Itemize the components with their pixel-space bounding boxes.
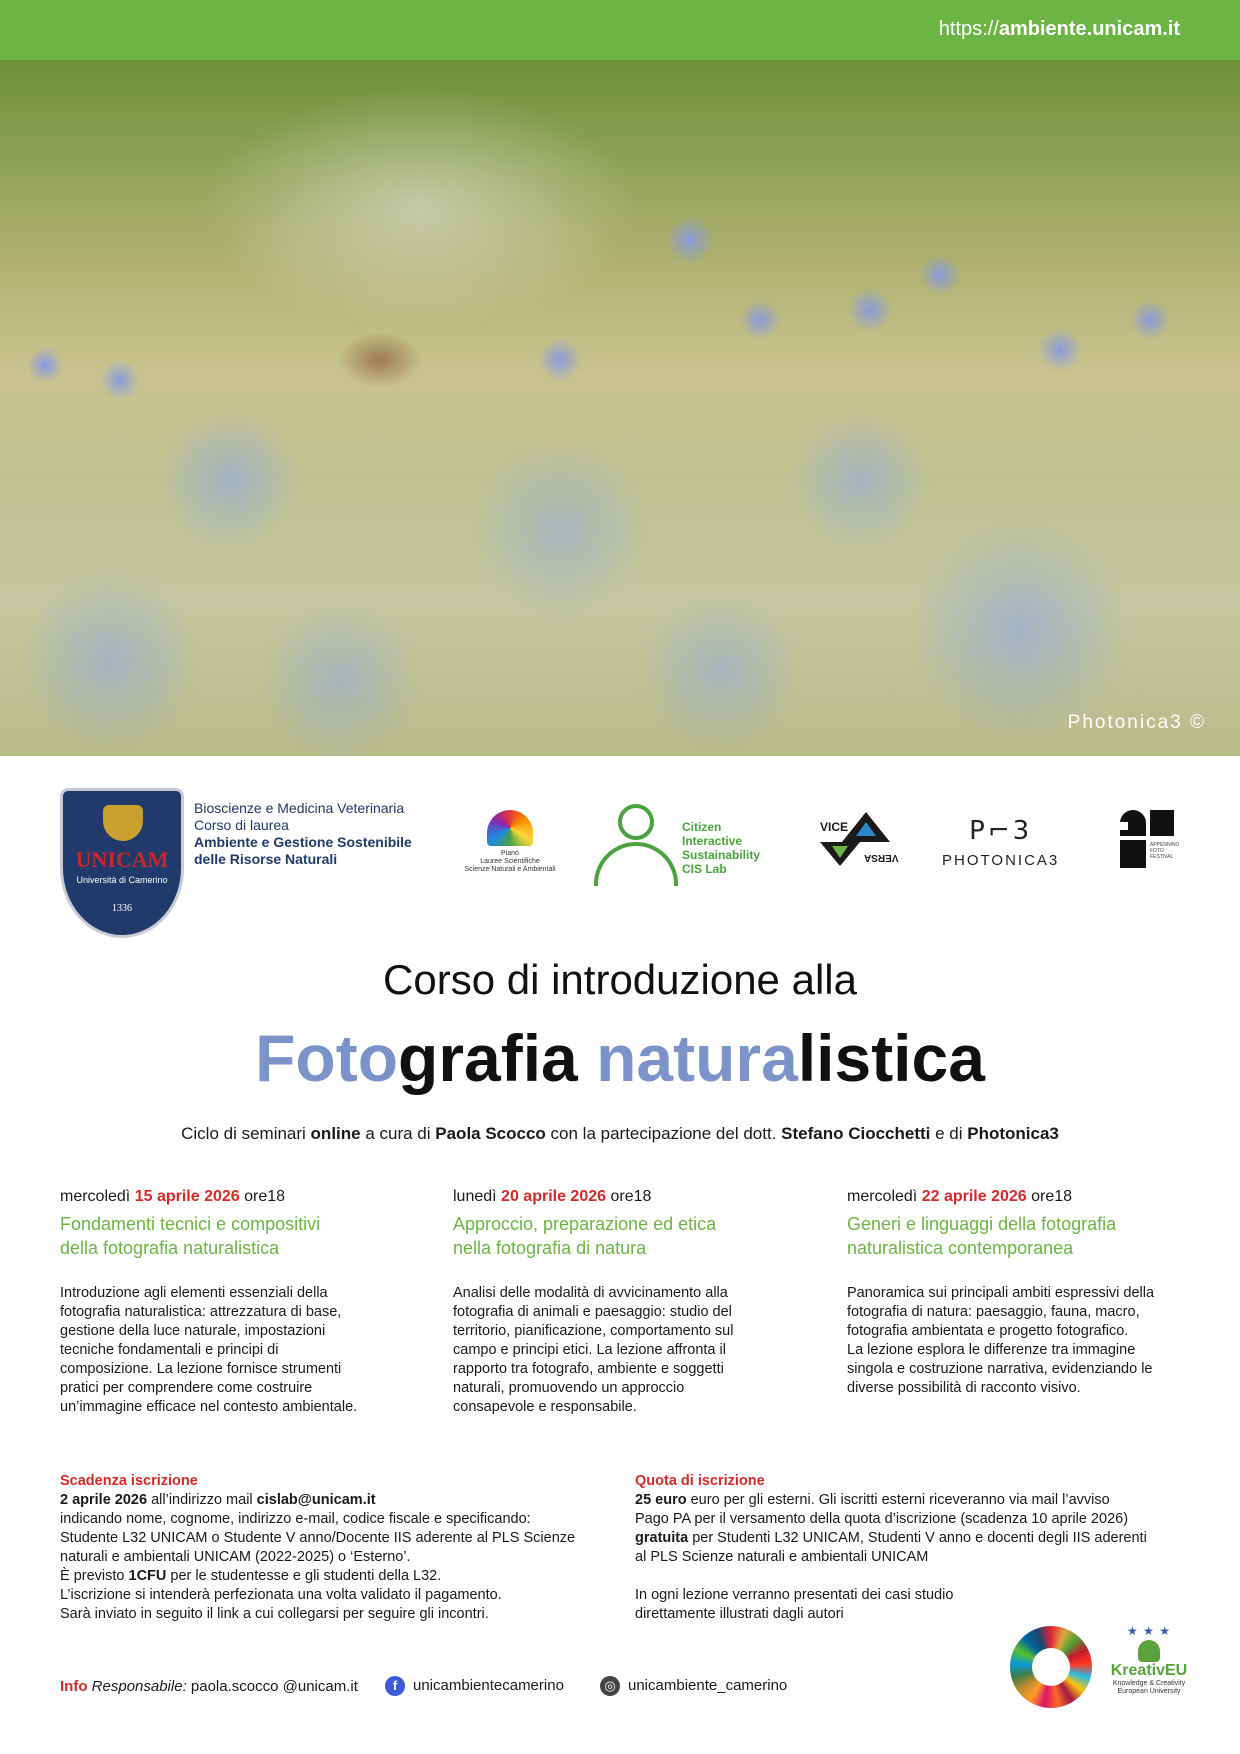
session-title: Approccio, preparazione ed etica nella fotografia di natura — [453, 1214, 717, 1258]
appennino-foto-festival-logo: APPENNINO FOTO FESTIVAL — [1120, 810, 1184, 874]
session-1 — [60, 1188, 390, 1417]
sdg-wheel-logo — [1010, 1626, 1092, 1708]
registration-label: Scadenza iscrizione — [60, 1473, 198, 1489]
session-title: Generi e linguaggi della fotografia naturalistica contemporanea — [847, 1214, 1117, 1258]
footer — [60, 1676, 860, 1700]
stars-icon: ★ ★ ★ — [1127, 1624, 1171, 1638]
session-3 — [847, 1188, 1177, 1398]
title-line-1: Corso di introduzione alla — [383, 956, 857, 1003]
website-link[interactable]: https://ambiente.unicam.it — [938, 18, 1180, 40]
logo-row — [0, 780, 1240, 940]
title-line-2: Fotografia naturalistica — [255, 1021, 985, 1095]
pls-logo: Piano Lauree Scientifiche Scienze Naturali e Ambientali — [460, 810, 560, 874]
session-description: Panoramica sui principali ambiti espressivi della fotografia di natura: paesaggio, fauna, macro, fotografia ambientata e progetto fotografico. La lezione esplora le differenze tra immagine singola e costruzione narrativa, evidenziando le diverse possibilità di racconto visivo. — [847, 1285, 1155, 1396]
fee-label: Quota di iscrizione — [635, 1473, 765, 1489]
info-contact: Info Responsabile: paola.scocco @unicam.it — [60, 1678, 358, 1695]
photonica3-logo: P⌐3 PHOTONICA3 — [942, 816, 1060, 869]
instagram-link[interactable]: ◎ unicambiente_camerino — [600, 1676, 787, 1696]
triangle-icon — [820, 842, 860, 866]
hero-photo — [0, 60, 1240, 756]
facebook-link[interactable]: f unicambientecamerino — [385, 1676, 564, 1696]
session-description: Introduzione agli elementi essenziali della fotografia naturalistica: attrezzatura di base, gestione della luce naturale, impostazioni tecniche fondamentali e principi di composizione. La lezione fornisce strumenti pratici per comprendere come costruire un’immagine efficace nel contesto ambientale. — [60, 1285, 358, 1415]
session-2 — [453, 1188, 783, 1417]
instagram-icon: ◎ — [600, 1676, 620, 1696]
figure-icon — [1138, 1640, 1160, 1662]
top-bar — [0, 0, 1240, 60]
contact-email[interactable]: paola.scocco @unicam.it — [186, 1678, 358, 1695]
triangle-icon — [842, 812, 890, 842]
person-icon — [618, 804, 654, 840]
crest-icon — [103, 805, 143, 841]
facebook-icon: f — [385, 1676, 405, 1696]
vice-versa-logo: VICE VERSA — [820, 808, 900, 868]
session-date: mercoledì 22 aprile 2026 ore18 — [847, 1188, 1073, 1205]
registration-block: Scadenza iscrizione 2 aprile 2026 all’indirizzo mail cislab@unicam.it indicando nome, cognome, indirizzo e-mail, codice fiscale e specificando: Studente L32 UNICAM o Studente V anno/Docente IIS aderente al PLS Scienze naturali e ambientali UNICAM (2022-2025) o ‘Esterno’. È previsto 1CFU per le studentesse e gli studenti della L32. L’iscrizione si intenderà perfezionata una volta validato il pagamento. Sarà inviato in seguito il link a cui collegarsi per seguire gli incontri. — [60, 1472, 620, 1624]
session-description: Analisi delle modalità di avvicinamento alla fotografia di animali e paesaggio: studio del territorio, pianificazione, comportamento sul campo e principi etici. La lezione affronta il rapporto tra fotografo, ambiente e soggetti naturali, promuovendo un approccio consapevole e responsabile. — [453, 1285, 734, 1415]
intro-line: Ciclo di seminari online a cura di Paola Scocco con la partecipazione del dott. Stefano Ciocchetti e di Photonica3 — [181, 1124, 1059, 1143]
photo-credit: Photonica3 © — [1067, 712, 1206, 733]
department-label: Bioscienze e Medicina Veterinaria Corso di laurea Ambiente e Gestione Sostenibile delle Risorse Naturali — [194, 800, 412, 867]
fee-block: Quota di iscrizione 25 euro euro per gli esterni. Gli iscritti esterni riceveranno via mail l’avviso Pago PA per il versamento della quota d’iscrizione (scadenza 10 aprile 2026) gratuita per Studenti L32 UNICAM, Studenti V anno e docenti degli IIS aderenti al PLS Scienze naturali e ambientali UNICAM In ogni lezione verranno presentati dei casi studio direttamente illustrati dagli autori — [635, 1472, 1205, 1624]
session-date: lunedì 20 aprile 2026 ore18 — [453, 1188, 652, 1205]
session-date: mercoledì 15 aprile 2026 ore18 — [60, 1188, 286, 1205]
session-title: Fondamenti tecnici e compositivi della fotografia naturalistica — [60, 1214, 321, 1258]
cis-lab-logo: Citizen Interactive Sustainability CIS Lab — [590, 804, 790, 884]
unicam-logo: UNICAM Università di Camerino 1336 — [60, 788, 184, 938]
pls-icon — [487, 810, 533, 846]
kreativeu-logo: ★ ★ ★ KreativEU Knowledge & Creativity European University — [1104, 1624, 1194, 1696]
registration-email[interactable]: cislab@unicam.it — [256, 1492, 376, 1508]
